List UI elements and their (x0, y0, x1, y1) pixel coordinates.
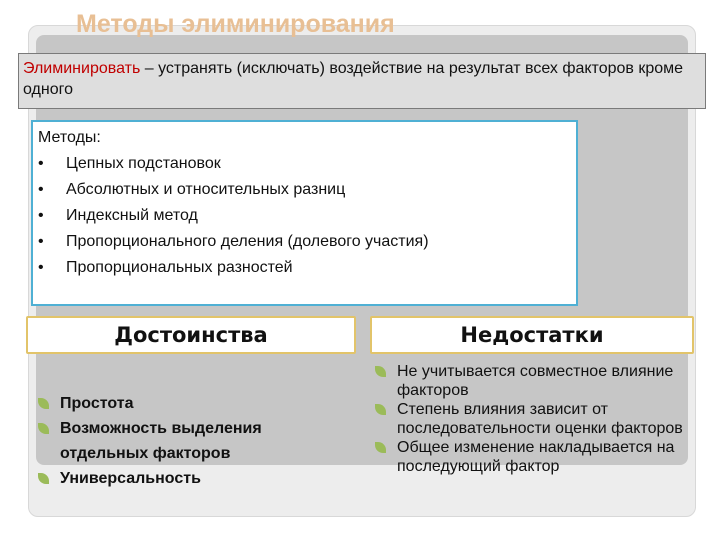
leaf-bullet-icon (375, 366, 386, 377)
bullet-dot: • (38, 259, 44, 276)
method-item (38, 203, 571, 229)
method-item (38, 151, 571, 177)
method-item-label: Цепных подстановок (66, 155, 221, 172)
advantage-item-label: Универсальность (60, 470, 201, 487)
methods-heading: Методы: (38, 129, 101, 146)
advantage-item-label: Возможность выделения отдельных факторов (60, 420, 262, 462)
method-item-label: Пропорциональных разностей (66, 259, 293, 276)
advantages-list (38, 391, 338, 491)
bullet-dot: • (38, 155, 44, 172)
bullet-dot: • (38, 207, 44, 224)
advantages-heading: Достоинства (26, 316, 356, 354)
leaf-bullet-icon (38, 473, 49, 484)
definition-term: Элиминировать (23, 60, 141, 77)
advantage-item (38, 416, 338, 466)
leaf-bullet-icon (38, 423, 49, 434)
method-item-label: Индексный метод (66, 207, 198, 224)
method-item (38, 229, 571, 255)
definition-box (18, 53, 706, 109)
method-item (38, 177, 571, 203)
advantage-item (38, 391, 338, 416)
disadvantage-item-label: Степень влияния зависит от последовательности оценки факторов (397, 401, 683, 437)
disadvantage-item-label: Общее изменение накладывается на последующий фактор (397, 439, 675, 475)
disadvantages-heading: Недостатки (370, 316, 694, 354)
disadvantage-item (375, 362, 697, 400)
slide-title: Методы элиминирования (76, 10, 395, 38)
leaf-bullet-icon (375, 404, 386, 415)
method-item (38, 255, 571, 281)
method-item-label: Пропорционального деления (долевого участия) (66, 233, 429, 250)
method-item-label: Абсолютных и относительных разниц (66, 181, 346, 198)
definition-text: – устранять (исключать) воздействие на результат всех факторов кроме одного (23, 60, 684, 98)
advantage-item-label: Простота (60, 395, 134, 412)
methods-list (38, 151, 571, 281)
bullet-dot: • (38, 233, 44, 250)
disadvantage-item (375, 400, 697, 438)
leaf-bullet-icon (38, 398, 49, 409)
methods-box (31, 120, 578, 306)
disadvantages-list (375, 362, 697, 476)
leaf-bullet-icon (375, 442, 386, 453)
bullet-dot: • (38, 181, 44, 198)
disadvantage-item (375, 438, 697, 476)
advantage-item (38, 466, 338, 491)
disadvantage-item-label: Не учитывается совместное влияние факторов (397, 363, 674, 399)
